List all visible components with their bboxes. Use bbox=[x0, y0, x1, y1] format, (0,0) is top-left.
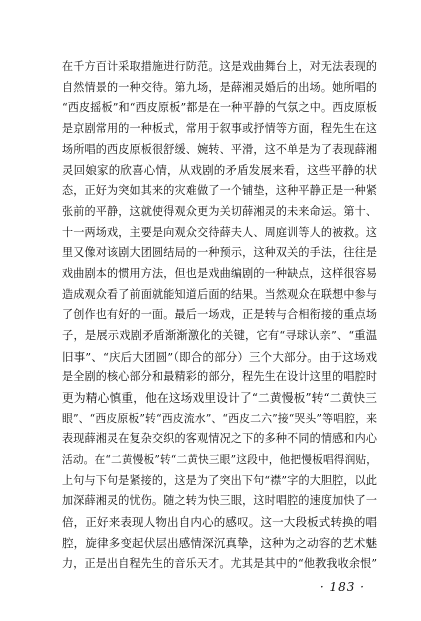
text-line: 里又像对该剧大团圆结局的一种预示，这种双关的手法，往往是 bbox=[62, 246, 377, 260]
text-line: 倍，正好来表现人物出自内心的感叹。这一大段板式转换的唱 bbox=[62, 515, 377, 530]
text-line: 戏曲剧本的惯用方法，但也是戏曲编剧的一种缺点，这样很容易 bbox=[62, 266, 377, 280]
text-line: 十一两场戏，主要是向观众交待薛夫人、周庭训等人的被救。这 bbox=[62, 225, 377, 239]
text-line: 活动。在“二黄慢板”转“二黄快三眼”这段中，他把慢板唱得润贴， bbox=[62, 453, 377, 467]
text-line: 了创作也有好的一面。最后一场戏，正是转与合相衔接的重点场 bbox=[62, 308, 377, 322]
text-line: 加深薛湘灵的忧伤。随之转为快三眼，这时唱腔的速度加快了一 bbox=[62, 494, 377, 508]
text-line: 自然情景的一种交待。第九场，是薛湘灵婚后的出场。她所唱的 bbox=[62, 80, 377, 94]
text-line bbox=[62, 574, 377, 575]
text-line: “西皮摇板”和“西皮原板”都是在一种平静的气氛之中。西皮原板 bbox=[62, 101, 377, 115]
text-line: 是京剧常用的一种板式，常用于叙事或抒情等方面，程先生在这 bbox=[62, 122, 377, 136]
text-line: 上句与下句是紧接的，这是为了突出下句“襟”字的大胆腔，以此 bbox=[62, 473, 377, 487]
text-line: 是全剧的核心部分和最精彩的部分，程先生在设计这里的唱腔时 bbox=[62, 370, 377, 384]
text-line: 力，正是出自程先生的音乐天才。尤其是其中的“他教我收余恨” bbox=[62, 556, 377, 570]
text-line: 场所唱的西皮原板很舒缓、婉转、平滑，这不单是为了表现薛湘 bbox=[62, 142, 377, 156]
text-line: 眼”、“西皮原板”转“西皮流水”、“西皮二六”接“哭头”等唱腔，来 bbox=[62, 411, 377, 425]
text-line: 态，正好为突如其来的灾难做了一个铺垫，这种平静正是一种紧 bbox=[62, 184, 377, 198]
body-text bbox=[62, 57, 377, 575]
text-line: 表现薛湘灵在复杂交织的客观情况之下的多种不同的情感和内心 bbox=[62, 432, 377, 446]
text-line: 更为精心慎重，他在这场戏里设计了“二黄慢板”转“二黄快三 bbox=[62, 391, 377, 405]
text-line: 张前的平静，这就使得观众更为关切薛湘灵的未来命运。第十、 bbox=[62, 204, 377, 218]
text-line: 腔，旋律多变起伏层出感情深沉真挚，这种为之动容的艺术魅 bbox=[62, 535, 377, 550]
text-line: 子，是展示戏剧矛盾渐渐激化的关键，它有“寻球认亲”、“重温 bbox=[62, 328, 377, 342]
text-line: 在千方百计采取措施进行防范。这是戏曲舞台上，对无法表现的 bbox=[62, 60, 377, 73]
page-number: · 183 · bbox=[319, 580, 365, 594]
text-line: 旧事”、“庆后大团圆”（即合的部分）三个大部分。由于这场戏 bbox=[62, 349, 377, 364]
text-line: 灵回娘家的欣喜心情，从戏剧的矛盾发展来看，这些平静的状 bbox=[62, 163, 377, 178]
text-line: 造成观众看了前面就能知道后面的结果。当然观众在联想中参与 bbox=[62, 287, 377, 301]
